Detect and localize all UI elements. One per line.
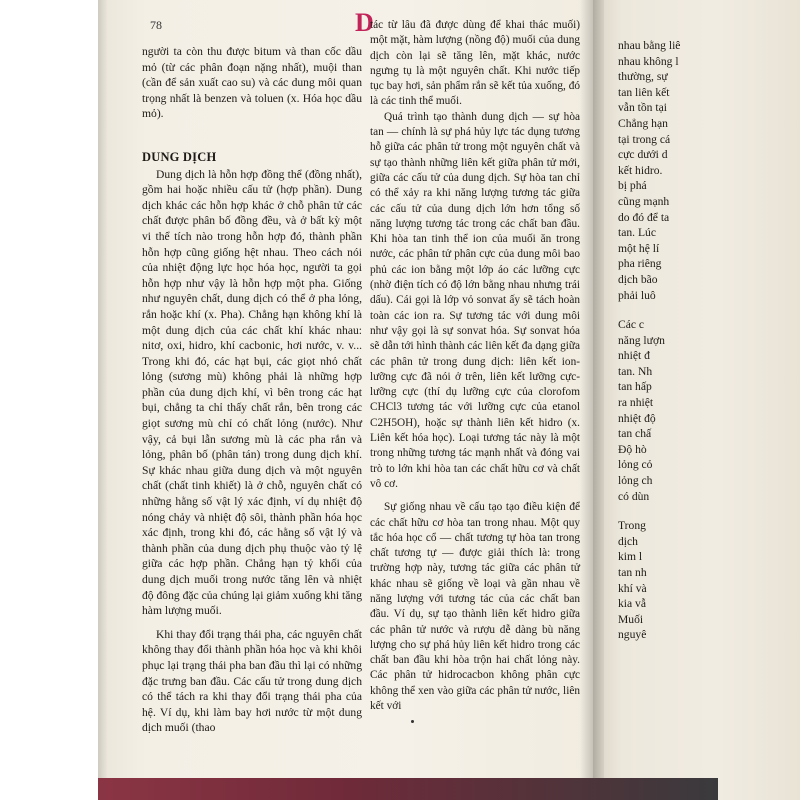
text-line: cũng mạnh	[618, 194, 670, 208]
text-line: do đó để ta	[618, 210, 670, 224]
text-line: phải luô	[618, 288, 656, 302]
text-line: bị phá	[618, 179, 647, 193]
text-line: Trong	[618, 519, 646, 533]
text-line: khí và	[618, 581, 647, 595]
text-line: dịch	[618, 534, 638, 548]
page-number: 78	[150, 18, 162, 32]
text-line: có dùn	[618, 489, 650, 503]
text-line: nhiệt độ	[618, 411, 656, 425]
body-paragraph: tác từ lâu đã được dùng để khai thác muối) một mặt, hàm lượng (nồng độ) muối của dung dịch còn lại sẽ tăng lên, mặt khác, nước ngưng tụ là một nguyên chất. Khi nước tiếp tục bay hơi, sản phẩm rắn sẽ kết tủa xuống, đó là các tinh thể muối.	[370, 19, 580, 108]
text-line: kết hidro.	[618, 163, 663, 177]
book-binding-edge	[98, 778, 718, 800]
text-line: thường, sự	[618, 70, 668, 84]
text-line: tan liên kết	[618, 85, 670, 99]
text-line: Muối	[618, 612, 644, 626]
middle-column	[370, 18, 580, 714]
text-line: năng lượn	[618, 333, 665, 347]
text-line: Các c	[618, 318, 645, 332]
text-line: Chẳng hạn	[618, 116, 668, 130]
text-line: tan. Lúc	[618, 226, 656, 240]
text-line: nguyê	[618, 628, 647, 642]
body-paragraph: Sự giống nhau về cấu tạo tạo điều kiện để các chất hữu cơ hòa tan trong nhau. Một quy tắc hóa học cổ — chất tương tự hòa tan trong chất tương tự — được giải thích là: trong trường hợp này, tương tác giữa các phân tử khác nhau sẽ giống về loại và gần nhau về năng lượng với tương tác của các chất ban đầu. Ví dụ, sự tạo thành liên kết hidro giữa các phân tử nước và rượu dễ dàng bù năng lượng cho sự phá hủy liên kết hidro trong các chất ban đầu khi hòa trộn hai chất lỏng này. Các phân tử hidrocacbon không phân cực không thể xen vào giữa các phân tử nước, liên kết với	[370, 501, 580, 713]
text-line: nhiệt đ	[618, 349, 650, 363]
text-line: cực dưới d	[618, 148, 668, 162]
book-spine-shadow	[580, 0, 604, 800]
intro-paragraph: người ta còn thu được bitum và than cốc dầu mỏ (từ các phân đoạn nặng nhất), muội than (cần để sản xuất cao su) và các dung môi quan trọng nhất là benzen và toluen (x. Hóa học dầu mỏ).	[142, 45, 362, 121]
text-line: ra nhiệt	[618, 396, 654, 410]
section-letter: D	[355, 8, 374, 37]
body-paragraph: Dung dịch là hỗn hợp đồng thể (đồng nhất), gồm hai hoặc nhiều cấu tử (hợp phần). Dung dịch khác các hỗn hợp khác ở chỗ phân tử các chất được phân bố đồng đều, và ở bất kỳ một vi thể tích nào trong hỗn hợp đó, thành phần hỗn hợp cũng giống hệt nhau. Theo cách nói của nhiệt động lực học hóa học, người ta gọi hỗn hợp như vậy là hỗn hợp một pha. Giống như nguyên chất, dung dịch có thể ở pha lỏng, rắn hoặc khí (x. Pha). Chẳng hạn không khí là một dung dịch của các chất khí khác nhau: nitơ, oxi, hidro, khí cacbonic, hơi nước, v. v... Trong khi đó, các hạt bụi, các giọt nhỏ chất lỏng (sương mù) không phải là những hợp phần của dung dịch khí, vì bên trong các hạt bụi, chẳng ta chỉ thấy chất rắn, bên trong các giọt sương mù chỉ có chất lỏng (nước). Như vậy, cả bụi lẫn sương mù là các pha rắn và lỏng, phân bố (phân tán) trong dung dịch khí. Sự khác nhau giữa dung dịch và một nguyên chất (chất tinh khiết) là ở chỗ, nguyên chất có những hằng số vật lý xác định, ví dụ nhiệt độ nóng chảy và nhiệt độ sôi, thành phần hóa học xác định, trong khi đó, các hằng số vật lý và thành phần của dung dịch phụ thuộc vào tỷ lệ giữa các hợp phần. Chẳng hạn tỷ khối của dung dịch muối trong nước tăng lên và nhiệt độ đông đặc của chúng lại giảm xuống khi tăng hàm lượng muối.	[142, 167, 362, 618]
text-line: kia vẫ	[618, 597, 647, 611]
right-page-text	[618, 38, 738, 643]
text-line: tan nh	[618, 566, 647, 579]
body-paragraph: Khi thay đổi trạng thái pha, các nguyên chất không thay đổi thành phần hóa học và khi khôi phục lại trạng thái pha ban đầu thì lại có những đặc trưng ban đầu. Các cấu tử trong dung dịch có thể tách ra khi thay đổi trạng thái pha của hệ. Ví dụ, khi làm bay hơi nước từ một dung dịch muối (thao	[142, 627, 362, 735]
text-line: nhau bằng liê	[618, 39, 681, 52]
text-line: nhau không l	[618, 54, 679, 68]
text-line: tan. Nh	[618, 364, 653, 378]
text-line: tan hấp	[618, 380, 652, 394]
text-line: vẫn tồn tại	[618, 101, 667, 115]
text-line: tan chấ	[618, 427, 652, 441]
text-line: một hệ lí	[618, 241, 660, 255]
text-line: dịch bão	[618, 272, 658, 286]
text-line: kim l	[618, 550, 643, 564]
text-line: pha riêng	[618, 257, 662, 271]
body-paragraph: Quá trình tạo thành dung dịch — sự hòa tan — chính là sự phá hủy lực tác dụng tương hỗ giữa các phân tử trong một nguyên chất và sự tạo thành những liên kết giữa phân tử mới, giữa các cấu tử của dung dịch. Sự hòa tan chỉ có thể xảy ra khi năng lượng tương tác giữa các cấu tử của dung dịch lớn hơn tổng số năng lượng tương tác trong các chất ban đầu. Khi hòa tan tinh thể ion của muối ăn trong nước, các phân tử phân cực của dung môi bao phủ các ion bằng một lớp áo các lưỡng cực (nhờ điện tích có độ lớn bằng nhau nhưng trái dấu). Cái gọi là lớp vỏ sonvat ấy sẽ tách hoàn toàn các ion ra. Sự tương tác với dung môi như vậy gọi là sự sonvat hóa. Sự sonvat hóa sẽ dẫn tới hình thành các liên kết đa dạng giữa các phân tử trong dung dịch: liên kết ion-lưỡng cực đã nói ở trên, liên kết lưỡng cực-lưỡng cực (thí dụ lưỡng cực của clorofom CHCl3 tương tác với lưỡng cực của etanol C2H5OH), hoặc sự thành liên kết hidro (x. Liên kết hóa học). Loại tương tác này là một trong những tương tác mạnh nhất và đóng vai trò to lớn khi hòa tan các chất hữu cơ và chất vô cơ.	[370, 110, 580, 490]
cursor-dot	[411, 720, 414, 723]
text-line: Độ hò	[618, 442, 647, 456]
text-line: tại trong cá	[618, 132, 671, 146]
entry-heading: DUNG DỊCH	[142, 149, 217, 164]
text-line: lỏng ch	[618, 474, 653, 488]
text-line: lỏng cỏ	[618, 458, 653, 472]
left-column	[142, 44, 362, 736]
